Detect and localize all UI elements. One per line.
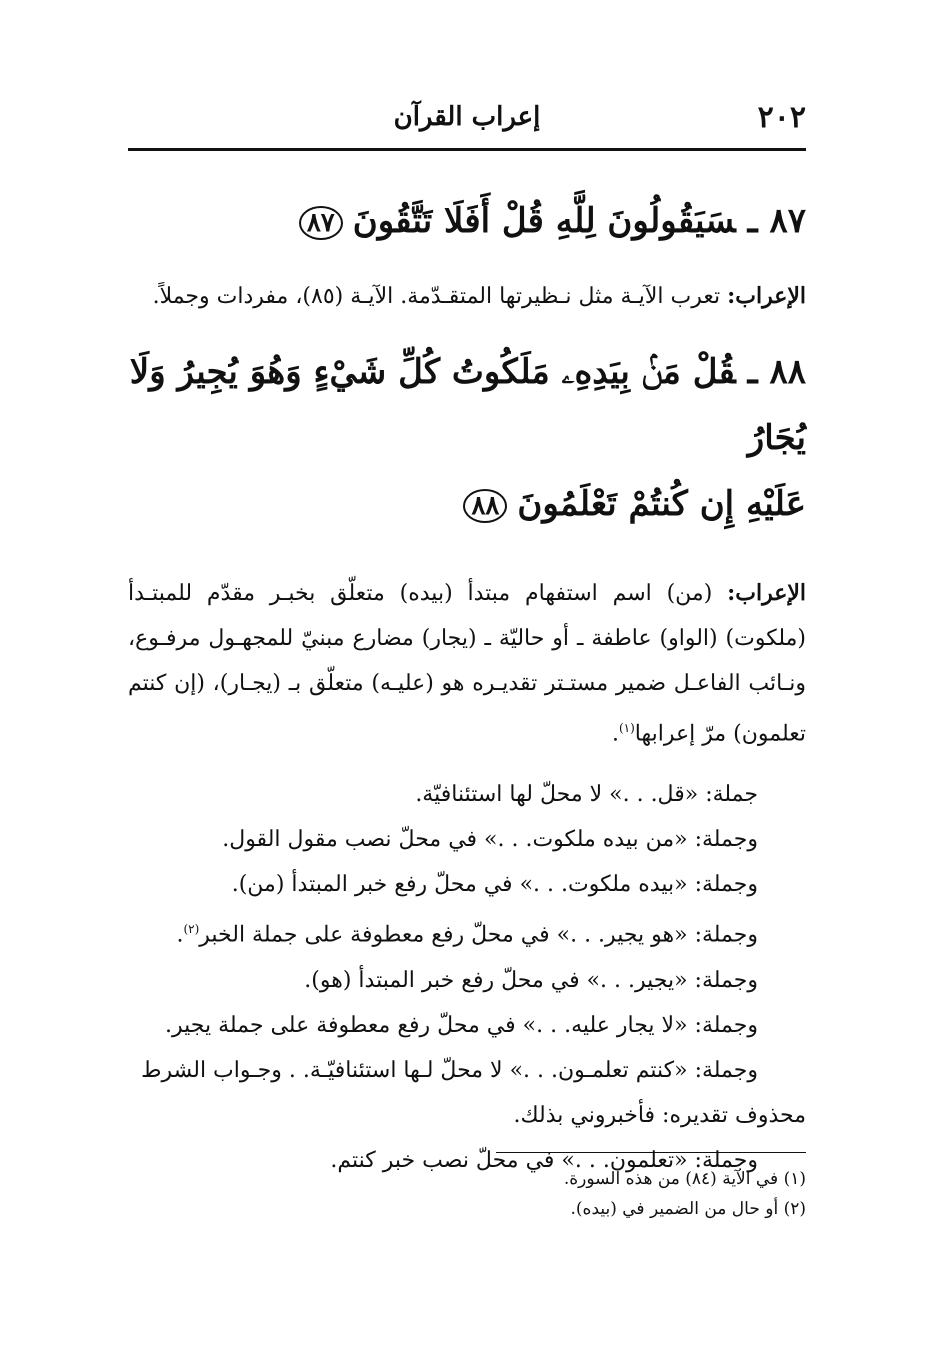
jumla-line: وجملة: «تعلمون. . .» في محلّ نصب خبر كنتم. xyxy=(330,1147,758,1173)
jumla-line: وجملة: «من بيده ملكوت. . .» في محلّ نصب مقول القول. xyxy=(222,827,758,853)
jumla-line: جملة: «قل. . .» لا محلّ لها استئنافيّة. xyxy=(415,782,758,808)
ayah-end-marker: ٨٧ xyxy=(299,206,343,240)
irab-text: (من) اسم استفهام مبتدأ (بيده) متعلّق بخبـر مقدّم للمبتـدأ (ملكوت) (الواو) عاطفة ـ أو حاليّة ـ (يجار) مضارع مبنيّ للمجهـول مرفـوع، ونـائب الفاعـل ضمير مستـتر تقديـره هو (عليـه) متعلّق بـ (يجـار)، (إن كنتم تعلمون) مرّ إعرابها xyxy=(128,581,806,747)
sentence-analysis-list xyxy=(128,772,806,1182)
jumla-line-continuation: محذوف تقديره: فأخبروني بذلك. xyxy=(513,1102,806,1128)
irab-label: الإعراب: xyxy=(727,580,807,606)
verse-text-line-1: قُلْ مَنۢ بِيَدِهِۦ مَلَكُوتُ كُلِّ شَيْءٍ وَهُوَ يُجِيرُ وَلَا يُجَارُ xyxy=(129,352,806,458)
page-body xyxy=(128,180,806,1183)
page-number: ٢٠٢ xyxy=(757,100,806,135)
footnote-separator xyxy=(496,1152,806,1153)
verse-text: سَيَقُولُونَ لِلَّهِ قُلْ أَفَلَا تَتَّقُونَ xyxy=(352,201,736,241)
irab-text-end: . xyxy=(611,721,619,747)
header-rule xyxy=(128,148,806,151)
jumla-line: وجملة: «يجير. . .» في محلّ رفع خبر المبتدأ (هو). xyxy=(304,967,758,993)
irab-paragraph-87 xyxy=(128,274,806,319)
page-header xyxy=(128,92,806,148)
jumla-text: وجملة: «هو يجير. . .» في محلّ رفع معطوفة على جملة الخبر xyxy=(199,922,758,948)
jumla-line: وجملة: «بيده ملكوت. . .» في محلّ رفع خبر المبتدأ (من). xyxy=(231,872,758,898)
verse-88 xyxy=(128,339,806,537)
verse-87 xyxy=(128,188,806,254)
footnote-1: (١) في الآية (٨٤) من هذه السورة. xyxy=(563,1169,806,1189)
ayah-end-marker: ٨٨ xyxy=(463,489,507,523)
irab-paragraph-88 xyxy=(128,571,806,756)
jumla-line: وجملة: «لا يجار عليه. . .» في محلّ رفع معطوفة على جملة يجير. xyxy=(164,1012,758,1038)
running-title: إعراب القرآن xyxy=(393,102,541,132)
jumla-line xyxy=(128,907,758,957)
footnotes xyxy=(128,1164,806,1224)
verse-number: ٨٨ ـ xyxy=(747,352,806,392)
irab-text: تعرب الآيـة مثل نـظيرتها المتقـدّمة. الآيـة (٨٥)، مفردات وجملاً. xyxy=(152,284,721,309)
footnote-ref-1[interactable]: (١) xyxy=(618,721,635,735)
jumla-text-end: . xyxy=(176,922,184,948)
irab-label: الإعراب: xyxy=(727,283,806,309)
verse-text-line-2: عَلَيْهِ إِن كُنتُمْ تَعْلَمُونَ xyxy=(517,484,806,524)
jumla-line: وجملة: «كنتم تعلمـون. . .» لا محلّ لـها استئنافيّـة. . وجـواب الشرط xyxy=(141,1057,758,1083)
footnote-2: (٢) أو حال من الضمير في (بيده). xyxy=(570,1199,806,1219)
verse-number: ٨٧ ـ xyxy=(747,201,806,241)
footnote-ref-2[interactable]: (٢) xyxy=(183,922,200,937)
